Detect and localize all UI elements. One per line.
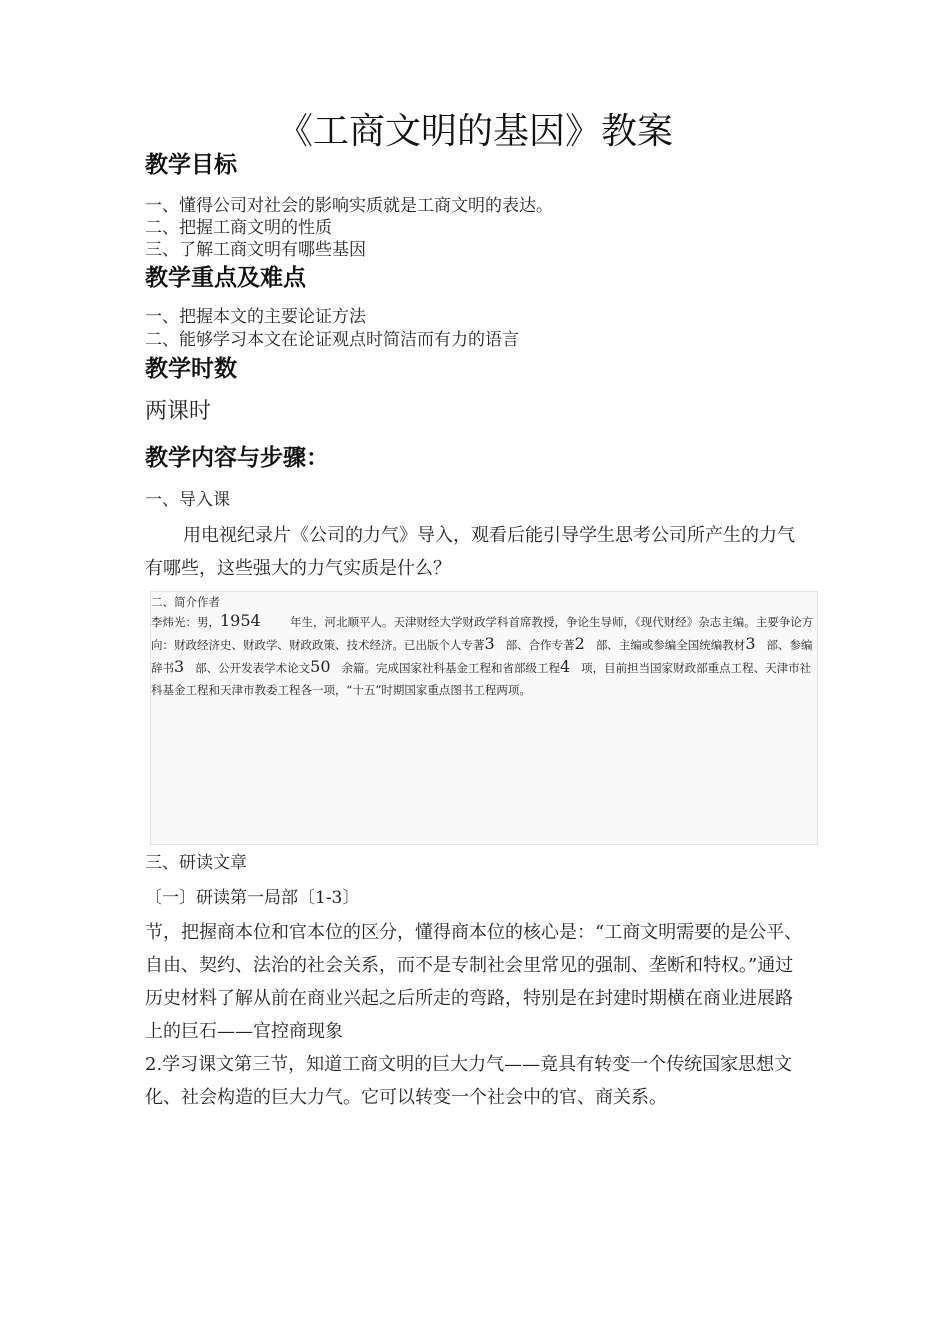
key-point-item: 二、能够学习本文在论证观点时简洁而有力的语言 (145, 330, 519, 350)
content-heading: 教学内容与步骤： (145, 445, 329, 471)
objective-item: 三、了解工商文明有哪些基因 (145, 240, 366, 260)
study-sub-label: 〔一〕研读第一局部〔1-3〕 (145, 888, 360, 908)
hours-heading: 教学时数 (145, 356, 237, 382)
study-paragraph-1: 节，把握商本位和官本位的区分，懂得商本位的核心是：“工商文明需要的是公平、自由、契约、法治的社会关系，而不是专制社会里常见的强制、垄断和特权。”通过历史材料了解从前在商业兴起之后所走的弯路，特别是在封建时期横在商业进展路上的巨石——官控商现象 (145, 922, 803, 1042)
document-title: 《工商文明的基因》教案 (276, 111, 673, 153)
study-label: 三、研读文章 (145, 853, 247, 873)
study-paragraph-2: 2.学习课文第三节，知道工商文明的巨大力气——竟具有转变一个传统国家思想文化、社会构造的巨大力气。它可以转变一个社会中的官、商关系。 (145, 1054, 793, 1108)
intro-label: 一、导入课 (145, 490, 230, 510)
author-intro-heading: 二、简介作者 (151, 595, 220, 609)
key-points-heading: 教学重点及难点 (145, 265, 306, 291)
key-point-item: 一、把握本文的主要论证方法 (145, 307, 366, 327)
objective-item: 一、懂得公司对社会的影响实质就是工商文明的表达。 (145, 196, 553, 216)
hours-value: 两课时 (145, 399, 212, 424)
objective-item: 二、把握工商文明的性质 (145, 218, 332, 238)
author-intro-text: 李炜光：男，1954 年生，河北顺平人。天津财经大学财政学科首席教授，争论生导师，《现代财经》杂志主编。主要争论方向：财政经济史、财政学、财政政策、技术经济。已出版个人专著3 部、合作专著2 部、主编或参编全国统编教材3 部、参编辞书3 部、公开发表学术论文50 余篇。完成国家社科基金工程和省部级工程4 项，目前担当国家财政部重点工程、天津市社科基金工程和天津市教委工程各一项，“十五”时期国家重点图书工程两项。 (151, 611, 814, 697)
objectives-heading: 教学目标 (145, 152, 237, 178)
author-intro-box (150, 591, 818, 845)
intro-paragraph: 用电视纪录片《公司的力气》导入，观看后能引导学生思考公司所产生的力气有哪些，这些强大的力气实质是什么？ (145, 525, 795, 579)
